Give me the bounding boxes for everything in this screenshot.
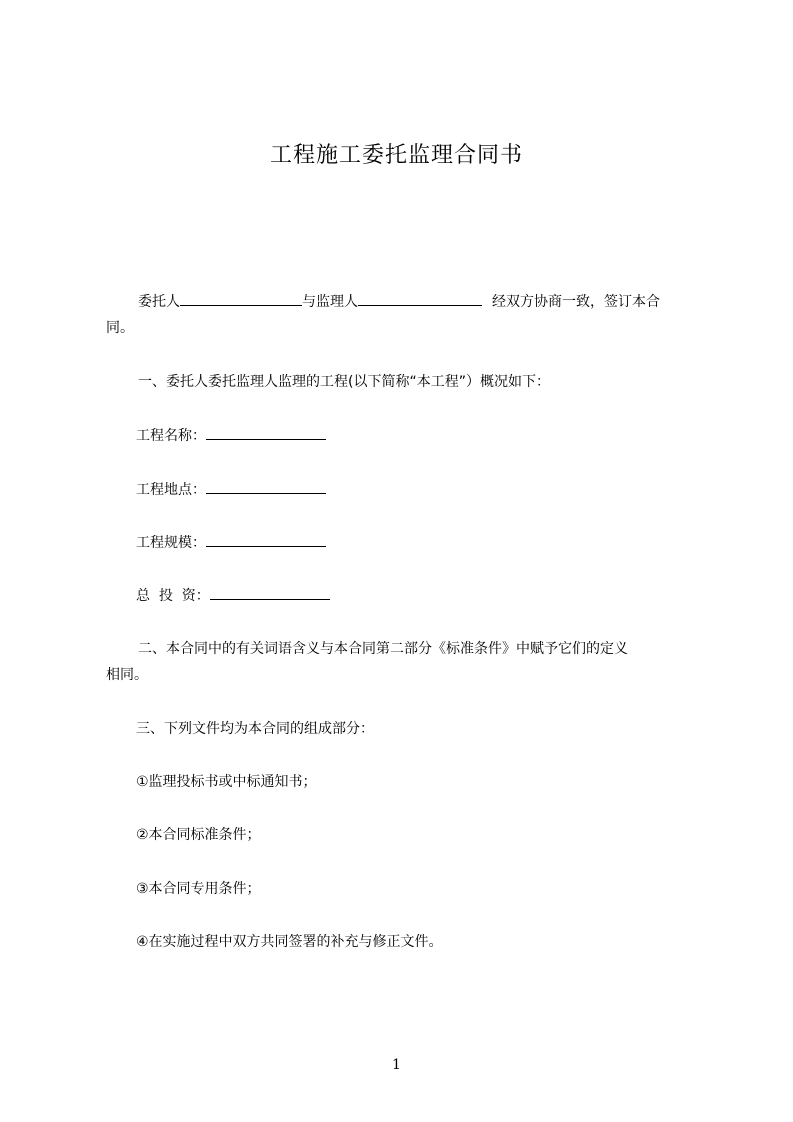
section-1-heading: 一、委托人委托监理人监理的工程(以下简称“本工程”）概况如下： xyxy=(138,374,550,390)
list-item: ①监理投标书或中标通知书； xyxy=(136,774,317,790)
field-blank xyxy=(210,585,330,600)
agreement-text: 经双方协商一致，签订本合 xyxy=(492,294,660,310)
supervisor-blank xyxy=(358,291,482,306)
client-label: 委托人 xyxy=(138,294,180,310)
field-blank xyxy=(206,532,326,547)
list-item: ②本合同标准条件； xyxy=(136,827,261,843)
section-3-heading: 三、下列文件均为本合同的组成部分： xyxy=(136,721,374,737)
field-blank xyxy=(206,425,326,440)
field-label: 总 投 资： xyxy=(136,588,210,604)
field-total-investment xyxy=(136,585,330,606)
field-project-scale xyxy=(136,532,326,553)
intro-line-1 xyxy=(138,291,660,312)
list-item: ④在实施过程中双方共同签署的补充与修正文件。 xyxy=(136,934,443,950)
client-blank xyxy=(180,291,302,306)
supervisor-label: 与监理人 xyxy=(302,294,358,310)
intro-line-2: 同。 xyxy=(106,320,134,336)
field-label: 工程规模： xyxy=(136,535,206,551)
field-project-name xyxy=(136,425,326,446)
field-blank xyxy=(206,479,326,494)
field-label: 工程地点： xyxy=(136,482,206,498)
field-project-location xyxy=(136,479,326,500)
document-title: 工程施工委托监理合同书 xyxy=(269,143,523,168)
list-item: ③本合同专用条件； xyxy=(136,881,261,897)
section-2-line-1: 二、本合同中的有关词语含义与本合同第二部分《标准条件》中赋予它们的定义 xyxy=(138,641,628,657)
field-label: 工程名称： xyxy=(136,428,206,444)
page-number: 1 xyxy=(392,1057,401,1073)
section-2-line-2: 相同。 xyxy=(106,667,148,683)
